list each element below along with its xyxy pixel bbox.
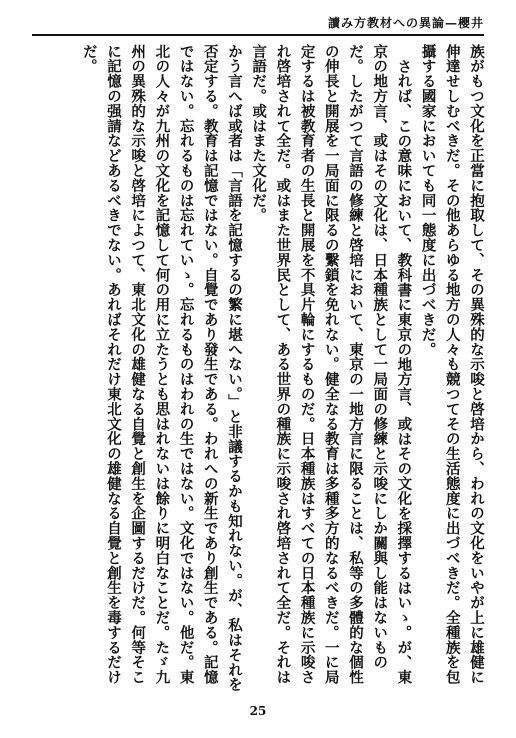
- paragraph: 族がもつ文化を正當に抱取して、その異殊的な示唆と啓培から、われの文化をいやが上に雄健に伸達せしむべきだ。その他あらゆる地方の人々も競つてその生活態度に出づべきだ。全種族を包攝する國家においても同一態度に出づべきだ。: [419, 44, 485, 685]
- paragraph: されば、この意味において、教科書に東京の地方言、或はその文化を採擇するはいゝ。が、東京の地方言、或はその文化は、日本種族として一局面の修練と示唆にしか關與し能はないものだ。したがつて言語の修練と啓培において、東京の一地方言に限ることは、私等の多體的な個性の伸長と開展を一局面に限るの繫鎖を免れない。健全なる教育は多種多方的なるべきだ。一に局定するは被教育者の生長と開展を不具片輪にするものだ。日本種族はすべての日本種族に示唆され啓培されて全だ。或はまた世界民として、ある世界の種族に示唆され啓培されて全だ。それは言語だ。或はまた文化だ。: [250, 44, 413, 685]
- body-text: [28, 44, 488, 694]
- paragraph: かう言へば或者は「言語を記憶するの繁に堪へない。」と非議するかも知れない。が、私はそれを否定する。教育は記憶ではない。自覺であり發生である。われへの新生であり創生である。記憶ではない。忘れるものは忘れていゝ。忘れるものはわれの生ではない。文化ではない。他だ。東北の人々が九州の文化を記憶して何の用に立たうとも思はれないは餘りに明白なことだ。たゞ九州の異殊的な示唆と啓培によつて、東北文化の雄健なる自覺と創生を企圖するだけだ。何等そこに記憶の强請などあるべきでない。あればそれだけ東北文化の雄健なる自覺と創生を毒するだけだ。: [80, 44, 243, 693]
- running-header: [32, 14, 484, 36]
- page-number: 25: [249, 704, 267, 718]
- running-header-title: 讀み方教材への異論—櫻井: [327, 16, 484, 30]
